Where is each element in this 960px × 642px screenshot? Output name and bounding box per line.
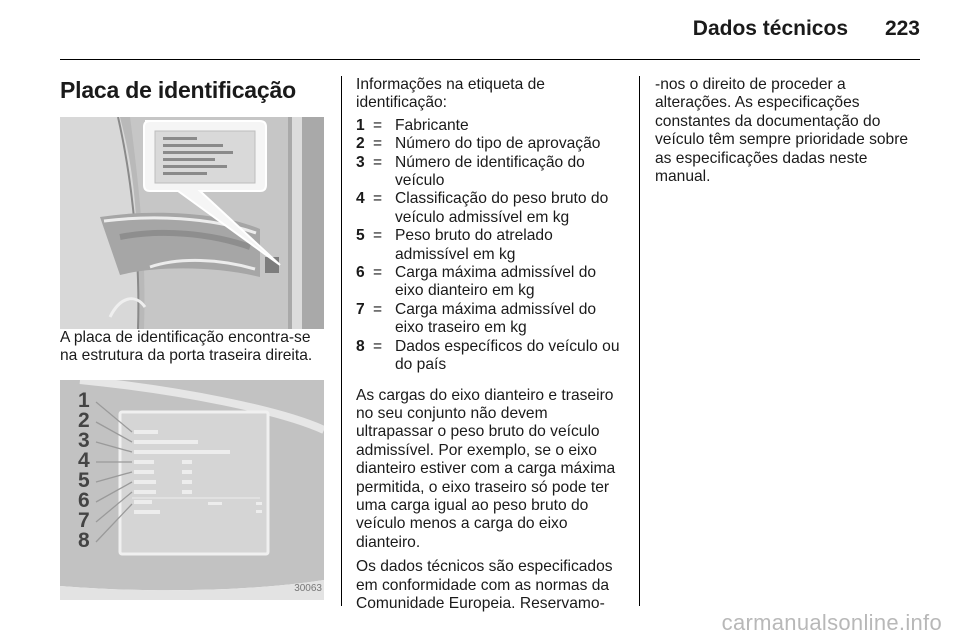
legend-item bbox=[356, 190, 624, 227]
left-column bbox=[60, 76, 330, 600]
legend-text: Carga máxima admissível do eixo dianteiro em kg bbox=[395, 264, 597, 300]
continuation-paragraph: -nos o direito de proceder a alterações. As especificações constantes da documentação do veículo têm sempre prioridade sobre as especificações dadas neste manual. bbox=[655, 76, 909, 186]
middle-column bbox=[356, 76, 624, 613]
legend-text: Número do tipo de aprovação bbox=[395, 135, 601, 153]
page-title: Placa de identificação bbox=[60, 77, 296, 103]
legend-text: Carga máxima admissível do eixo traseiro em kg bbox=[395, 300, 597, 337]
callout-4: 4 bbox=[78, 448, 90, 472]
header-rule bbox=[60, 59, 920, 60]
column-divider-1 bbox=[341, 76, 342, 606]
callout-8: 8 bbox=[78, 528, 90, 552]
legend-equals: = bbox=[373, 264, 383, 282]
legend-item bbox=[356, 301, 624, 338]
legend-item bbox=[356, 338, 624, 375]
photo-caption: A placa de identificação encontra-se na estrutura da porta traseira direita. bbox=[60, 329, 313, 365]
callout-5: 5 bbox=[78, 468, 90, 492]
callout-2: 2 bbox=[78, 408, 90, 432]
legend-equals: = bbox=[373, 227, 383, 245]
legend-item bbox=[356, 264, 624, 301]
legend-equals: = bbox=[373, 116, 383, 134]
legend-number: 6 bbox=[356, 264, 365, 282]
watermark: carmanualsonline.info bbox=[721, 610, 942, 635]
callout-7: 7 bbox=[78, 508, 90, 532]
legend-equals: = bbox=[373, 190, 383, 208]
legend-intro: Informações na etiqueta de identificação: bbox=[356, 76, 545, 112]
legend-text: Número de identificação do veículo bbox=[395, 153, 585, 190]
legend-item bbox=[356, 117, 624, 135]
figure-number: 30063 bbox=[294, 582, 322, 594]
column-divider-2 bbox=[639, 76, 640, 606]
page-header bbox=[0, 0, 960, 60]
legend-item bbox=[356, 227, 624, 264]
legend-number: 4 bbox=[356, 190, 365, 208]
callout-6: 6 bbox=[78, 488, 90, 512]
legend-number: 8 bbox=[356, 337, 365, 355]
legend-number: 3 bbox=[356, 153, 365, 171]
legend-text: Dados específicos do veículo ou do país bbox=[395, 337, 620, 374]
page-number: 223 bbox=[884, 17, 920, 40]
section-title: Dados técnicos bbox=[692, 17, 848, 40]
legend-item bbox=[356, 154, 624, 191]
axle-load-paragraph: As cargas do eixo dianteiro e traseiro no seu conjunto não devem ultrapassar o peso bruto do veículo admissível. Por exemplo, se o eixo dianteiro estiver com a carga máxima permitida, o eixo traseiro só pode ter uma carga igual ao peso bruto do veículo menos a carga do eixo dianteiro. bbox=[356, 386, 616, 551]
legend-text: Fabricante bbox=[395, 116, 469, 134]
legend-number: 1 bbox=[356, 116, 365, 134]
door-frame-photo bbox=[60, 117, 324, 329]
callout-1: 1 bbox=[78, 388, 90, 412]
legend-equals: = bbox=[373, 337, 383, 355]
callout-3: 3 bbox=[78, 428, 90, 452]
legend-number: 5 bbox=[356, 227, 365, 245]
label-figure bbox=[60, 380, 330, 600]
specification-paragraph: Os dados técnicos são especificados em conformidade com as normas da Comunidade Europeia. Reservamo- bbox=[356, 558, 613, 612]
legend-equals: = bbox=[373, 300, 383, 318]
legend-number: 2 bbox=[356, 135, 365, 153]
legend-equals: = bbox=[373, 153, 383, 171]
right-column bbox=[655, 76, 920, 186]
legend-equals: = bbox=[373, 135, 383, 153]
legend-item bbox=[356, 135, 624, 153]
legend-number: 7 bbox=[356, 300, 365, 318]
legend-list bbox=[356, 117, 624, 375]
legend-text: Peso bruto do atrelado admissível em kg bbox=[395, 227, 553, 263]
identification-label-photo bbox=[60, 380, 324, 600]
legend-text: Classificação do peso bruto do veículo admissível em kg bbox=[395, 190, 609, 226]
